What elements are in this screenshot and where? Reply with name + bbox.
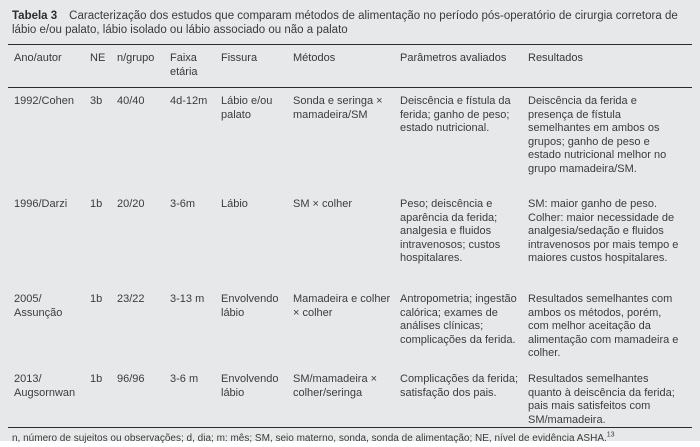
column-header-fissura: Fissura bbox=[221, 52, 258, 64]
column-header-resultados: Resultados bbox=[528, 52, 584, 64]
cell-fissura: Lábio e/ou palato bbox=[221, 95, 273, 121]
cell-ne: 3b bbox=[90, 95, 103, 107]
table-footnote bbox=[8, 428, 692, 445]
column-header-ano-autor: Ano/autor bbox=[14, 52, 62, 64]
column-header-n-grupo: n/grupo bbox=[117, 52, 155, 64]
cell-ne: 1b bbox=[90, 293, 103, 305]
cell-resultados: Resultados semelhantes quanto à deiscência da ferida; pais mais satisfeitos com SM/mamadeira. bbox=[528, 373, 675, 426]
cell-metodos: Sonda e seringa × mamadeira/SM bbox=[293, 95, 383, 121]
cell-parametros: Complicações da ferida; satisfação dos pais. bbox=[400, 373, 519, 399]
table-caption bbox=[8, 8, 692, 37]
cell-n-grupo: 40/40 bbox=[117, 95, 145, 107]
cell-fissura: Envolvendo lábio bbox=[221, 373, 279, 399]
cell-faixa-etaria: 3-6 m bbox=[170, 373, 199, 385]
column-header-parametros: Parâmetros avaliados bbox=[400, 52, 507, 64]
cell-n-grupo: 23/22 bbox=[117, 293, 145, 305]
cell-ano-autor: 2005/ Assunção bbox=[14, 293, 63, 319]
footnote-reference-number: 13 bbox=[606, 431, 615, 439]
cell-ano-autor: 1996/Darzi bbox=[14, 198, 68, 210]
cell-parametros: Peso; deiscência e aparência da ferida; analgesia e fluidos intravenosos; custos hospitalares. bbox=[400, 198, 501, 264]
cell-ano-autor: 1992/Cohen bbox=[14, 95, 74, 107]
cell-resultados: Deiscência da ferida e presença de fístula semelhantes em ambos os grupos; ganho de peso e estado nutricional melhor no grupo mamadeira/SM. bbox=[528, 95, 667, 175]
cell-parametros: Deiscência e fístula da ferida; ganho de peso; estado nutricional. bbox=[400, 95, 511, 134]
cell-n-grupo: 96/96 bbox=[117, 373, 145, 385]
table-caption-text: Caracterização dos estudos que comparam métodos de alimentação no período pós-operatório de cirurgia corretora de lábio e/ou palato, lábio isolado ou lábio associado ou não a palato bbox=[12, 10, 678, 36]
table-row-2013-augsornwan bbox=[8, 366, 692, 427]
cell-fissura: Lábio bbox=[221, 198, 248, 210]
table-row-1996-darzi bbox=[8, 191, 692, 286]
footnote-text: n, número de sujeitos ou observações; d, dia; m: mês; SM, seio materno, sonda, sonda de alimentação; NE, nível de evidência ASHA. bbox=[12, 433, 607, 444]
cell-resultados: Resultados semelhantes com ambos os métodos, porém, com melhor aceitação da alimentação com mamadeira e colher. bbox=[528, 293, 679, 359]
cell-ne: 1b bbox=[90, 198, 103, 210]
cell-parametros: Antropometria; ingestão calórica; exames de análises clínicas; complicações da ferida. bbox=[400, 293, 517, 346]
cell-faixa-etaria: 4d-12m bbox=[170, 95, 208, 107]
table-row-2005-assuncao bbox=[8, 286, 692, 366]
table-row-1992-cohen bbox=[8, 88, 692, 191]
cell-metodos: Mamadeira e colher × colher bbox=[293, 293, 391, 319]
cell-ne: 1b bbox=[90, 373, 103, 385]
cell-resultados: SM: maior ganho de peso. Colher: maior necessidade de analgesia/sedação e fluidos intravenosos por mais tempo e maiores custos hospitalares. bbox=[528, 198, 679, 264]
cell-faixa-etaria: 3-13 m bbox=[170, 293, 205, 305]
column-header-metodos: Métodos bbox=[293, 52, 336, 64]
cell-metodos: SM × colher bbox=[293, 198, 352, 210]
cell-metodos: SM/mamadeira × colher/seringa bbox=[293, 373, 378, 399]
cell-ano-autor: 2013/ Augsornwan bbox=[14, 373, 76, 399]
table-caption-label: Tabela 3 bbox=[12, 10, 58, 22]
cell-n-grupo: 20/20 bbox=[117, 198, 145, 210]
table-header-row bbox=[8, 45, 692, 87]
cell-faixa-etaria: 3-6m bbox=[170, 198, 196, 210]
column-header-faixa-etaria: Faixa etária bbox=[170, 52, 198, 78]
cell-fissura: Envolvendo lábio bbox=[221, 293, 279, 319]
column-header-ne: NE bbox=[90, 52, 106, 64]
